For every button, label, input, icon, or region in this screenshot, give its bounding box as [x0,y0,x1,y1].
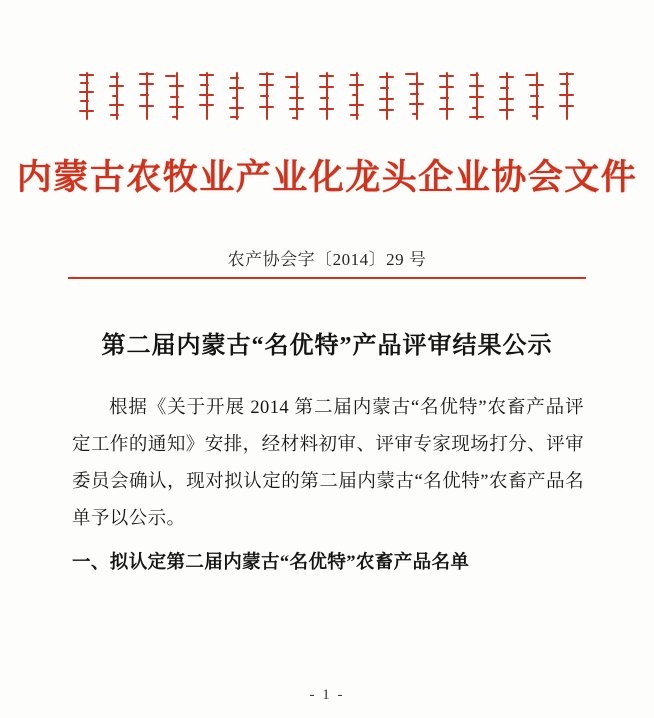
mongolian-glyph [439,70,456,122]
mongolian-glyph [169,70,186,122]
mongolian-glyph [199,70,216,122]
mongolian-glyph [79,70,96,122]
red-separator-rule [68,277,586,279]
mongolian-glyph [139,70,156,122]
mongolian-glyph [379,70,396,122]
mongolian-glyph [499,70,516,122]
mongolian-glyph [409,70,426,122]
mongolian-glyph [349,70,366,122]
mongolian-glyph [469,70,486,122]
mongolian-glyph [289,70,306,122]
document-title: 内蒙古农牧业产业化龙头企业协会文件 [16,158,638,197]
mongolian-glyph [529,70,546,122]
mongolian-glyph [559,70,576,122]
page-number: - 1 - [309,687,345,703]
document-number: 农产协会字〔2014〕29 号 [227,250,427,269]
body-paragraph: 根据《关于开展 2014 第二届内蒙古“名优特”农畜产品评定工作的通知》安排，经材料初审、评审专家现场打分、评审委员会确认，现对拟认定的第二届内蒙古“名优特”农畜产品名单予以公示。 [72,398,584,529]
mongolian-glyph [319,70,336,122]
mongolian-glyph [109,70,126,122]
mongolian-glyph [259,70,276,122]
mongolian-glyph [229,70,246,122]
section-heading: 一、拟认定第二届内蒙古“名优特”农畜产品名单 [72,553,470,573]
mongolian-script-header [0,70,654,130]
article-title: 第二届内蒙古“名优特”产品评审结果公示 [101,333,553,359]
